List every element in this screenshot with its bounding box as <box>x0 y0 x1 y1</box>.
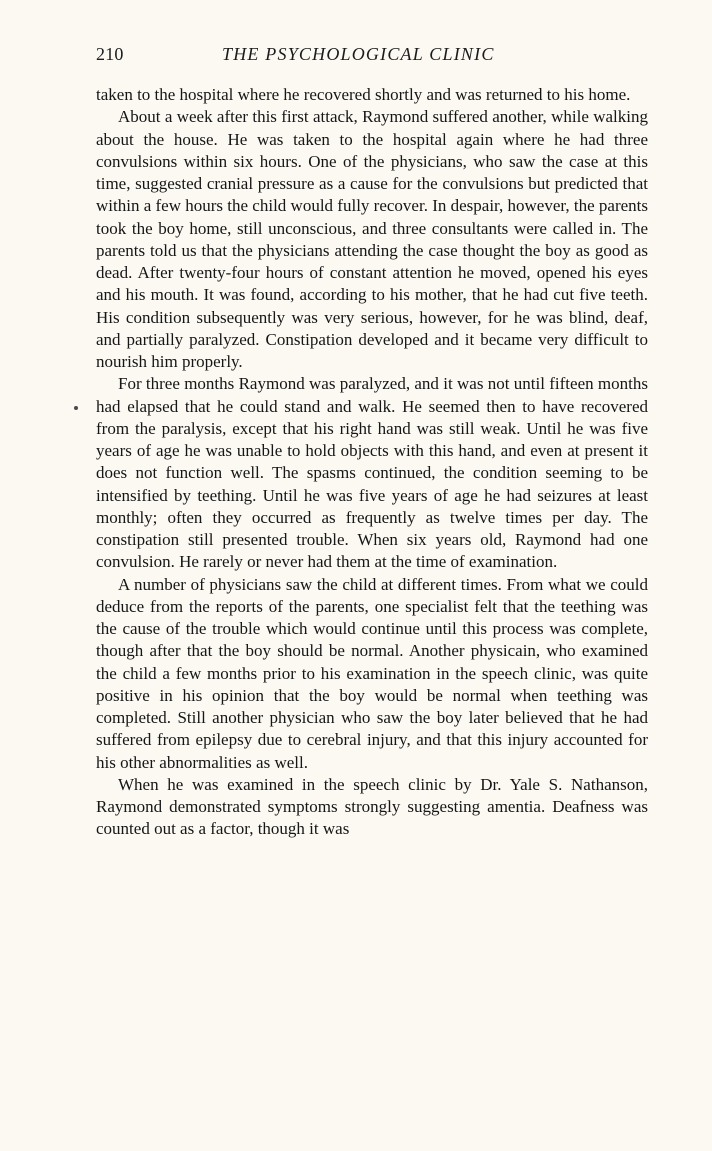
paragraph: About a week after this first attack, Raymond suffered another, while walking about the house. He was taken to the hospital again where he had three convulsions within six hours. One of the physicians, who saw the case at this time, suggested cranial pressure as a cause for the convulsions but predicted that within a few hours the child would fully recover. In despair, however, the parents took the boy home, still unconscious, and three consultants were called in. The parents told us that the physicians attending the case thought the boy as good as dead. After twenty-four hours of constant attention he moved, opened his eyes and his mouth. It was found, according to his mother, that he had cut five teeth. His condition subsequently was very serious, however, for he was blind, deaf, and partially paralyzed. Constipation developed and it became very difficult to nourish him properly. <box>96 107 648 371</box>
body-text <box>96 84 648 841</box>
journal-title: THE PSYCHOLOGICAL CLINIC <box>222 44 495 64</box>
paragraph: A number of physicians saw the child at different times. From what we could deduce from the reports of the parents, one specialist felt that the teething was the cause of the trouble which would continue until this process was complete, though after that the boy should be normal. Another physicain, who examined the child a few months prior to his examination in the speech clinic, was quite positive in his opinion that the boy would be normal when teething was completed. Still another physician who saw the boy later believed that he had suffered from epilepsy due to cerebral injury, and that this injury accounted for his other abnormalities as well. <box>96 574 648 772</box>
page-number: 210 <box>96 44 124 64</box>
running-head <box>96 44 648 68</box>
paragraph-continued: taken to the hospital where he recovered shortly and was returned to his home. <box>96 85 631 104</box>
paragraph: When he was examined in the speech clinic by Dr. Yale S. Nathanson, Raymond demonstrated symptoms strongly suggesting amentia. Deafness was counted out as a factor, though it was <box>96 774 648 839</box>
margin-mark <box>74 406 78 410</box>
paragraph: For three months Raymond was paralyzed, and it was not until fifteen months had elapsed that he could stand and walk. He seemed then to have recovered from the paralysis, except that his right hand was still weak. Until he was five years of age he was unable to hold objects with this hand, and even at present it does not function well. The spasms continued, the condition seeming to be intensified by teething. Until he was five years of age he had seizures at least monthly; often they occurred as frequently as twelve times per day. The constipation still presented trouble. When six years old, Raymond had one convulsion. He rarely or never had them at the time of examination. <box>96 374 648 572</box>
